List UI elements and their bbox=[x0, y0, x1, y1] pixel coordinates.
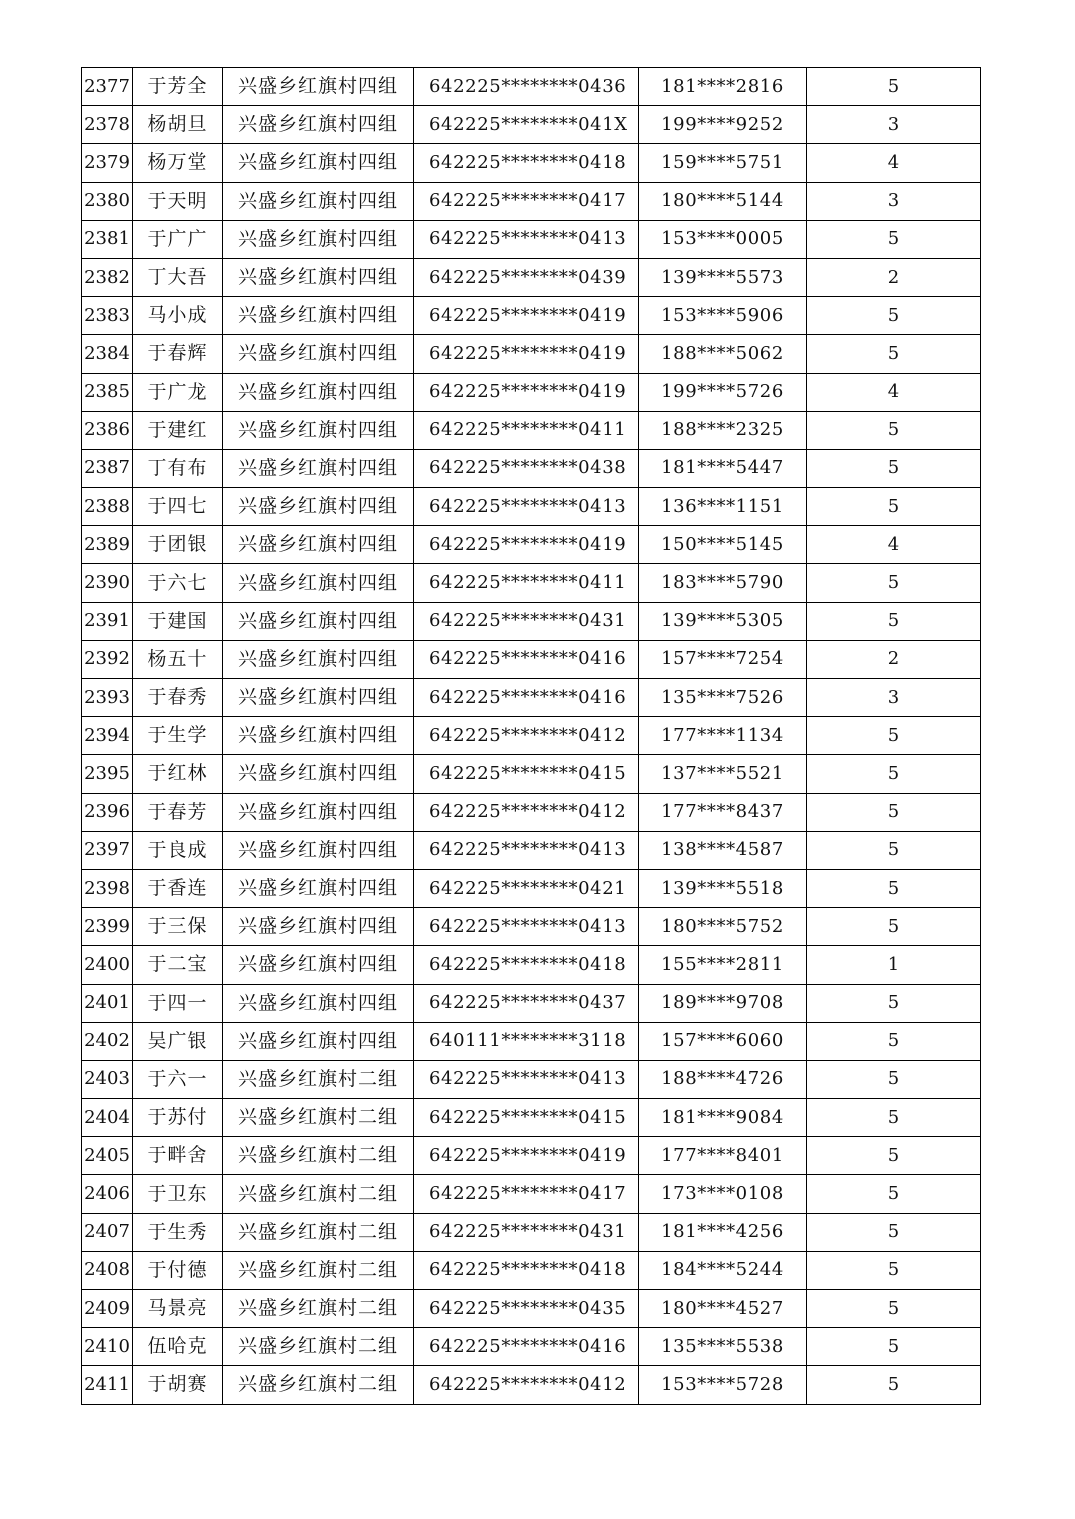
count-cell: 5 bbox=[807, 831, 981, 869]
id-number-cell: 642225********0417 bbox=[414, 182, 639, 220]
table-row bbox=[82, 144, 981, 182]
name-cell: 伍哈克 bbox=[133, 1328, 223, 1366]
phone-cell: 181****2816 bbox=[639, 68, 807, 106]
id-number-cell: 642225********0421 bbox=[414, 869, 639, 907]
name-cell: 于胡赛 bbox=[133, 1366, 223, 1404]
address-cell: 兴盛乡红旗村四组 bbox=[223, 526, 414, 564]
phone-cell: 159****5751 bbox=[639, 144, 807, 182]
name-cell: 吴广银 bbox=[133, 1022, 223, 1060]
table-row bbox=[82, 640, 981, 678]
table-row bbox=[82, 984, 981, 1022]
phone-cell: 155****2811 bbox=[639, 946, 807, 984]
name-cell: 于广广 bbox=[133, 220, 223, 258]
phone-cell: 199****9252 bbox=[639, 106, 807, 144]
id-number-cell: 642225********041X bbox=[414, 106, 639, 144]
address-cell: 兴盛乡红旗村二组 bbox=[223, 1099, 414, 1137]
row-number-cell: 2393 bbox=[82, 679, 133, 717]
row-number-cell: 2399 bbox=[82, 908, 133, 946]
row-number-cell: 2391 bbox=[82, 602, 133, 640]
count-cell: 5 bbox=[807, 908, 981, 946]
address-cell: 兴盛乡红旗村四组 bbox=[223, 106, 414, 144]
phone-cell: 181****9084 bbox=[639, 1099, 807, 1137]
count-cell: 3 bbox=[807, 182, 981, 220]
count-cell: 3 bbox=[807, 106, 981, 144]
phone-cell: 137****5521 bbox=[639, 755, 807, 793]
phone-cell: 177****1134 bbox=[639, 717, 807, 755]
table-row bbox=[82, 68, 981, 106]
address-cell: 兴盛乡红旗村四组 bbox=[223, 220, 414, 258]
phone-cell: 138****4587 bbox=[639, 831, 807, 869]
count-cell: 5 bbox=[807, 220, 981, 258]
count-cell: 5 bbox=[807, 297, 981, 335]
id-number-cell: 642225********0416 bbox=[414, 679, 639, 717]
address-cell: 兴盛乡红旗村二组 bbox=[223, 1290, 414, 1328]
phone-cell: 184****5244 bbox=[639, 1251, 807, 1289]
id-number-cell: 642225********0431 bbox=[414, 602, 639, 640]
row-number-cell: 2409 bbox=[82, 1290, 133, 1328]
count-cell: 5 bbox=[807, 1175, 981, 1213]
name-cell: 于春辉 bbox=[133, 335, 223, 373]
phone-cell: 157****6060 bbox=[639, 1022, 807, 1060]
count-cell: 5 bbox=[807, 1251, 981, 1289]
phone-cell: 183****5790 bbox=[639, 564, 807, 602]
table-row bbox=[82, 526, 981, 564]
table-row bbox=[82, 1290, 981, 1328]
address-cell: 兴盛乡红旗村四组 bbox=[223, 679, 414, 717]
id-number-cell: 642225********0419 bbox=[414, 297, 639, 335]
name-cell: 于建红 bbox=[133, 411, 223, 449]
name-cell: 于天明 bbox=[133, 182, 223, 220]
name-cell: 于广龙 bbox=[133, 373, 223, 411]
name-cell: 于卫东 bbox=[133, 1175, 223, 1213]
name-cell: 于四一 bbox=[133, 984, 223, 1022]
row-number-cell: 2406 bbox=[82, 1175, 133, 1213]
table-row bbox=[82, 717, 981, 755]
address-cell: 兴盛乡红旗村二组 bbox=[223, 1366, 414, 1404]
address-cell: 兴盛乡红旗村四组 bbox=[223, 984, 414, 1022]
id-number-cell: 642225********0436 bbox=[414, 68, 639, 106]
phone-cell: 135****5538 bbox=[639, 1328, 807, 1366]
id-number-cell: 642225********0411 bbox=[414, 411, 639, 449]
phone-cell: 181****4256 bbox=[639, 1213, 807, 1251]
count-cell: 5 bbox=[807, 488, 981, 526]
phone-cell: 177****8401 bbox=[639, 1137, 807, 1175]
address-cell: 兴盛乡红旗村四组 bbox=[223, 793, 414, 831]
phone-cell: 188****4726 bbox=[639, 1060, 807, 1098]
row-number-cell: 2411 bbox=[82, 1366, 133, 1404]
name-cell: 于红林 bbox=[133, 755, 223, 793]
phone-cell: 139****5573 bbox=[639, 258, 807, 296]
roster-table bbox=[81, 67, 981, 1405]
row-number-cell: 2389 bbox=[82, 526, 133, 564]
phone-cell: 180****4527 bbox=[639, 1290, 807, 1328]
id-number-cell: 642225********0412 bbox=[414, 717, 639, 755]
count-cell: 5 bbox=[807, 1022, 981, 1060]
table-row bbox=[82, 1175, 981, 1213]
row-number-cell: 2396 bbox=[82, 793, 133, 831]
id-number-cell: 642225********0435 bbox=[414, 1290, 639, 1328]
id-number-cell: 642225********0418 bbox=[414, 144, 639, 182]
count-cell: 5 bbox=[807, 335, 981, 373]
address-cell: 兴盛乡红旗村四组 bbox=[223, 640, 414, 678]
name-cell: 于三保 bbox=[133, 908, 223, 946]
table-row bbox=[82, 1251, 981, 1289]
name-cell: 于畔舍 bbox=[133, 1137, 223, 1175]
id-number-cell: 642225********0419 bbox=[414, 335, 639, 373]
name-cell: 马景亮 bbox=[133, 1290, 223, 1328]
name-cell: 于生秀 bbox=[133, 1213, 223, 1251]
id-number-cell: 642225********0418 bbox=[414, 946, 639, 984]
row-number-cell: 2408 bbox=[82, 1251, 133, 1289]
address-cell: 兴盛乡红旗村四组 bbox=[223, 1022, 414, 1060]
id-number-cell: 642225********0412 bbox=[414, 793, 639, 831]
row-number-cell: 2392 bbox=[82, 640, 133, 678]
phone-cell: 153****0005 bbox=[639, 220, 807, 258]
id-number-cell: 642225********0439 bbox=[414, 258, 639, 296]
table-row bbox=[82, 679, 981, 717]
count-cell: 5 bbox=[807, 869, 981, 907]
table-row bbox=[82, 1137, 981, 1175]
row-number-cell: 2397 bbox=[82, 831, 133, 869]
phone-cell: 180****5752 bbox=[639, 908, 807, 946]
phone-cell: 173****0108 bbox=[639, 1175, 807, 1213]
name-cell: 于香连 bbox=[133, 869, 223, 907]
row-number-cell: 2398 bbox=[82, 869, 133, 907]
row-number-cell: 2403 bbox=[82, 1060, 133, 1098]
phone-cell: 177****8437 bbox=[639, 793, 807, 831]
table-body bbox=[82, 68, 981, 1405]
address-cell: 兴盛乡红旗村四组 bbox=[223, 755, 414, 793]
address-cell: 兴盛乡红旗村二组 bbox=[223, 1251, 414, 1289]
count-cell: 3 bbox=[807, 679, 981, 717]
count-cell: 5 bbox=[807, 1328, 981, 1366]
row-number-cell: 2387 bbox=[82, 449, 133, 487]
table-row bbox=[82, 1022, 981, 1060]
table-row bbox=[82, 258, 981, 296]
name-cell: 杨五十 bbox=[133, 640, 223, 678]
row-number-cell: 2390 bbox=[82, 564, 133, 602]
name-cell: 于春芳 bbox=[133, 793, 223, 831]
phone-cell: 181****5447 bbox=[639, 449, 807, 487]
table-row bbox=[82, 1060, 981, 1098]
row-number-cell: 2395 bbox=[82, 755, 133, 793]
count-cell: 4 bbox=[807, 373, 981, 411]
table-row bbox=[82, 335, 981, 373]
name-cell: 杨胡旦 bbox=[133, 106, 223, 144]
id-number-cell: 642225********0419 bbox=[414, 526, 639, 564]
address-cell: 兴盛乡红旗村四组 bbox=[223, 258, 414, 296]
id-number-cell: 642225********0413 bbox=[414, 831, 639, 869]
row-number-cell: 2404 bbox=[82, 1099, 133, 1137]
address-cell: 兴盛乡红旗村二组 bbox=[223, 1328, 414, 1366]
id-number-cell: 642225********0419 bbox=[414, 373, 639, 411]
count-cell: 5 bbox=[807, 1366, 981, 1404]
count-cell: 4 bbox=[807, 526, 981, 564]
table-row bbox=[82, 1099, 981, 1137]
row-number-cell: 2382 bbox=[82, 258, 133, 296]
row-number-cell: 2379 bbox=[82, 144, 133, 182]
table-row bbox=[82, 488, 981, 526]
count-cell: 5 bbox=[807, 1099, 981, 1137]
table-row bbox=[82, 755, 981, 793]
table-row bbox=[82, 831, 981, 869]
phone-cell: 153****5906 bbox=[639, 297, 807, 335]
address-cell: 兴盛乡红旗村四组 bbox=[223, 602, 414, 640]
id-number-cell: 642225********0419 bbox=[414, 1137, 639, 1175]
address-cell: 兴盛乡红旗村四组 bbox=[223, 449, 414, 487]
id-number-cell: 642225********0417 bbox=[414, 1175, 639, 1213]
name-cell: 于二宝 bbox=[133, 946, 223, 984]
phone-cell: 180****5144 bbox=[639, 182, 807, 220]
table-row bbox=[82, 373, 981, 411]
address-cell: 兴盛乡红旗村二组 bbox=[223, 1175, 414, 1213]
table-row bbox=[82, 793, 981, 831]
id-number-cell: 642225********0416 bbox=[414, 640, 639, 678]
address-cell: 兴盛乡红旗村四组 bbox=[223, 373, 414, 411]
row-number-cell: 2377 bbox=[82, 68, 133, 106]
name-cell: 于芳全 bbox=[133, 68, 223, 106]
phone-cell: 139****5518 bbox=[639, 869, 807, 907]
name-cell: 于付德 bbox=[133, 1251, 223, 1289]
address-cell: 兴盛乡红旗村二组 bbox=[223, 1060, 414, 1098]
address-cell: 兴盛乡红旗村二组 bbox=[223, 1137, 414, 1175]
count-cell: 5 bbox=[807, 602, 981, 640]
name-cell: 于团银 bbox=[133, 526, 223, 564]
table-row bbox=[82, 602, 981, 640]
name-cell: 于良成 bbox=[133, 831, 223, 869]
count-cell: 5 bbox=[807, 717, 981, 755]
phone-cell: 188****5062 bbox=[639, 335, 807, 373]
count-cell: 2 bbox=[807, 258, 981, 296]
name-cell: 于建国 bbox=[133, 602, 223, 640]
id-number-cell: 642225********0437 bbox=[414, 984, 639, 1022]
phone-cell: 135****7526 bbox=[639, 679, 807, 717]
row-number-cell: 2386 bbox=[82, 411, 133, 449]
address-cell: 兴盛乡红旗村四组 bbox=[223, 717, 414, 755]
count-cell: 1 bbox=[807, 946, 981, 984]
count-cell: 5 bbox=[807, 68, 981, 106]
table-row bbox=[82, 182, 981, 220]
table-row bbox=[82, 411, 981, 449]
phone-cell: 157****7254 bbox=[639, 640, 807, 678]
id-number-cell: 642225********0413 bbox=[414, 488, 639, 526]
name-cell: 于四七 bbox=[133, 488, 223, 526]
id-number-cell: 642225********0438 bbox=[414, 449, 639, 487]
phone-cell: 189****9708 bbox=[639, 984, 807, 1022]
count-cell: 5 bbox=[807, 1290, 981, 1328]
address-cell: 兴盛乡红旗村四组 bbox=[223, 411, 414, 449]
phone-cell: 199****5726 bbox=[639, 373, 807, 411]
table-row bbox=[82, 1213, 981, 1251]
table-row bbox=[82, 106, 981, 144]
id-number-cell: 642225********0413 bbox=[414, 1060, 639, 1098]
row-number-cell: 2401 bbox=[82, 984, 133, 1022]
address-cell: 兴盛乡红旗村四组 bbox=[223, 831, 414, 869]
count-cell: 5 bbox=[807, 1137, 981, 1175]
address-cell: 兴盛乡红旗村四组 bbox=[223, 946, 414, 984]
name-cell: 丁有布 bbox=[133, 449, 223, 487]
name-cell: 于春秀 bbox=[133, 679, 223, 717]
row-number-cell: 2380 bbox=[82, 182, 133, 220]
row-number-cell: 2405 bbox=[82, 1137, 133, 1175]
name-cell: 丁大吾 bbox=[133, 258, 223, 296]
count-cell: 2 bbox=[807, 640, 981, 678]
table-row bbox=[82, 297, 981, 335]
name-cell: 于六七 bbox=[133, 564, 223, 602]
row-number-cell: 2407 bbox=[82, 1213, 133, 1251]
phone-cell: 139****5305 bbox=[639, 602, 807, 640]
row-number-cell: 2383 bbox=[82, 297, 133, 335]
row-number-cell: 2381 bbox=[82, 220, 133, 258]
name-cell: 于生学 bbox=[133, 717, 223, 755]
row-number-cell: 2388 bbox=[82, 488, 133, 526]
id-number-cell: 642225********0413 bbox=[414, 908, 639, 946]
table-row bbox=[82, 564, 981, 602]
count-cell: 5 bbox=[807, 755, 981, 793]
row-number-cell: 2384 bbox=[82, 335, 133, 373]
row-number-cell: 2410 bbox=[82, 1328, 133, 1366]
name-cell: 于苏付 bbox=[133, 1099, 223, 1137]
phone-cell: 153****5728 bbox=[639, 1366, 807, 1404]
count-cell: 4 bbox=[807, 144, 981, 182]
count-cell: 5 bbox=[807, 411, 981, 449]
name-cell: 杨万堂 bbox=[133, 144, 223, 182]
id-number-cell: 642225********0412 bbox=[414, 1366, 639, 1404]
address-cell: 兴盛乡红旗村四组 bbox=[223, 908, 414, 946]
id-number-cell: 642225********0416 bbox=[414, 1328, 639, 1366]
address-cell: 兴盛乡红旗村四组 bbox=[223, 297, 414, 335]
row-number-cell: 2378 bbox=[82, 106, 133, 144]
id-number-cell: 642225********0418 bbox=[414, 1251, 639, 1289]
phone-cell: 188****2325 bbox=[639, 411, 807, 449]
name-cell: 马小成 bbox=[133, 297, 223, 335]
count-cell: 5 bbox=[807, 564, 981, 602]
address-cell: 兴盛乡红旗村二组 bbox=[223, 1213, 414, 1251]
table-row bbox=[82, 908, 981, 946]
table-row bbox=[82, 220, 981, 258]
address-cell: 兴盛乡红旗村四组 bbox=[223, 144, 414, 182]
name-cell: 于六一 bbox=[133, 1060, 223, 1098]
address-cell: 兴盛乡红旗村四组 bbox=[223, 182, 414, 220]
count-cell: 5 bbox=[807, 984, 981, 1022]
table-row bbox=[82, 946, 981, 984]
address-cell: 兴盛乡红旗村四组 bbox=[223, 335, 414, 373]
address-cell: 兴盛乡红旗村四组 bbox=[223, 488, 414, 526]
table-row bbox=[82, 1328, 981, 1366]
phone-cell: 150****5145 bbox=[639, 526, 807, 564]
table-row bbox=[82, 449, 981, 487]
id-number-cell: 640111********3118 bbox=[414, 1022, 639, 1060]
row-number-cell: 2385 bbox=[82, 373, 133, 411]
row-number-cell: 2394 bbox=[82, 717, 133, 755]
row-number-cell: 2402 bbox=[82, 1022, 133, 1060]
id-number-cell: 642225********0411 bbox=[414, 564, 639, 602]
address-cell: 兴盛乡红旗村四组 bbox=[223, 564, 414, 602]
row-number-cell: 2400 bbox=[82, 946, 133, 984]
id-number-cell: 642225********0415 bbox=[414, 755, 639, 793]
address-cell: 兴盛乡红旗村四组 bbox=[223, 68, 414, 106]
table-row bbox=[82, 1366, 981, 1404]
count-cell: 5 bbox=[807, 1060, 981, 1098]
id-number-cell: 642225********0431 bbox=[414, 1213, 639, 1251]
id-number-cell: 642225********0415 bbox=[414, 1099, 639, 1137]
id-number-cell: 642225********0413 bbox=[414, 220, 639, 258]
address-cell: 兴盛乡红旗村四组 bbox=[223, 869, 414, 907]
table-row bbox=[82, 869, 981, 907]
count-cell: 5 bbox=[807, 1213, 981, 1251]
count-cell: 5 bbox=[807, 793, 981, 831]
phone-cell: 136****1151 bbox=[639, 488, 807, 526]
count-cell: 5 bbox=[807, 449, 981, 487]
